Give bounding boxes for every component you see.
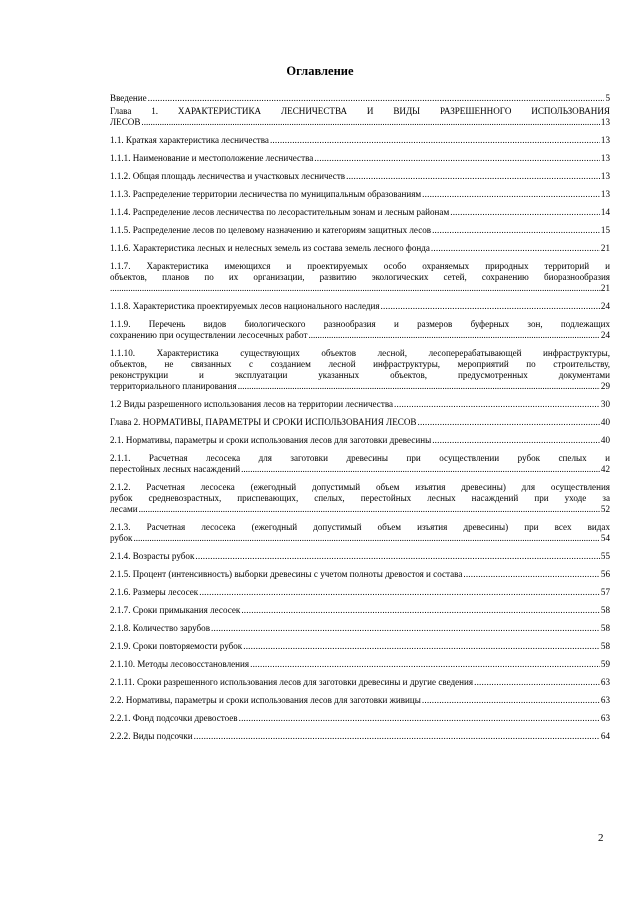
toc-entry-page: 21 — [600, 283, 610, 293]
toc-entry-1-1-5[interactable] — [110, 225, 610, 236]
toc-entry-page: 58 — [600, 623, 610, 633]
toc-entry-1-1-6[interactable] — [110, 243, 610, 254]
dot-leader — [110, 283, 601, 294]
dot-leader — [381, 301, 600, 312]
dot-leader — [417, 417, 599, 428]
toc-entry-2-1-8[interactable] — [110, 623, 610, 634]
toc-entry-page: 40 — [600, 417, 610, 427]
toc-entry-title: 1.1.1. Наименование и местоположение лесничества — [110, 153, 314, 163]
toc-entry-2-1-7[interactable] — [110, 605, 610, 616]
toc-entry-title-end: рубок — [110, 533, 133, 543]
toc-entry-title-end: лесами — [110, 504, 138, 514]
toc-entry-title: 1.1.4. Распределение лесов лесничества по лесорастительным зонам и лесным районам — [110, 207, 450, 217]
dot-leader — [241, 464, 600, 475]
toc-entry-title: 2.2. Нормативы, параметры и сроки использования лесов для заготовки живицы — [110, 695, 421, 705]
toc-entry-1-1-7[interactable] — [110, 261, 610, 294]
toc-entry-title: 2.1.3. Расчетная лесосека (ежегодный допустимый объем изъятия древесины) при всех видах — [110, 522, 610, 532]
dot-leader — [422, 695, 600, 706]
dot-leader — [432, 225, 600, 236]
toc-entry-title: Введение — [110, 93, 147, 103]
toc-entry-title: Глава 2. НОРМАТИВЫ, ПАРАМЕТРЫ И СРОКИ ИСПОЛЬЗОВАНИЯ ЛЕСОВ — [110, 417, 417, 427]
dot-leader — [238, 381, 600, 392]
toc-entry-title-cont: реконструкции и эксплуатации указанных объектов, предусмотренных документами — [110, 370, 610, 380]
toc-entry-page: 29 — [600, 381, 610, 391]
dot-leader — [270, 135, 600, 146]
dot-leader — [346, 171, 600, 182]
dot-leader — [243, 641, 600, 652]
dot-leader — [148, 93, 605, 104]
toc-entry-page: 63 — [600, 695, 610, 705]
toc-entry-1-1-3[interactable] — [110, 189, 610, 200]
toc-entry-page: 21 — [600, 243, 610, 253]
toc-entry-page: 13 — [600, 189, 610, 199]
toc-entry-title: 2.1.8. Количество зарубов — [110, 623, 211, 633]
table-of-contents — [110, 93, 610, 742]
toc-entry-introduction[interactable] — [110, 93, 610, 104]
toc-entry-page: 14 — [600, 207, 610, 217]
toc-entry-title: 2.2.2. Виды подсочки — [110, 731, 193, 741]
toc-entry-title: 1.1.2. Общая площадь лесничества и участковых лесничеств — [110, 171, 346, 181]
toc-entry-title-end: территориального планирования — [110, 381, 237, 391]
page-number: 2 — [598, 832, 604, 844]
toc-entry-title: 1.2 Виды разрешенного использования лесов на территории лесничества — [110, 399, 394, 409]
toc-entry-title: 1.1.9. Перечень видов биологического разнообразия и размеров буферных зон, подлежащих — [110, 319, 610, 329]
dot-leader — [211, 623, 600, 634]
toc-entry-2-1-11[interactable] — [110, 677, 610, 688]
toc-entry-1-1-10[interactable] — [110, 348, 610, 392]
toc-entry-1-1-8[interactable] — [110, 301, 610, 312]
toc-entry-page: 54 — [600, 533, 610, 543]
toc-entry-title: 1.1.10. Характеристика существующих объектов лесной, лесоперерабатывающей инфраструктуры, — [110, 348, 610, 358]
toc-entry-page: 13 — [600, 171, 610, 181]
toc-entry-2-1-9[interactable] — [110, 641, 610, 652]
dot-leader — [314, 153, 600, 164]
toc-entry-title: 1.1. Краткая характеристика лесничества — [110, 135, 269, 145]
toc-entry-page: 5 — [605, 93, 610, 103]
toc-entry-title: 2.1. Нормативы, параметры и сроки использования лесов для заготовки древесины — [110, 435, 432, 445]
dot-leader — [194, 731, 600, 742]
toc-entry-page: 40 — [600, 435, 610, 445]
toc-entry-page: 58 — [600, 605, 610, 615]
toc-entry-page: 42 — [600, 464, 610, 474]
toc-entry-title: 2.1.4. Возрасты рубок — [110, 551, 195, 561]
toc-entry-title: 2.1.10. Методы лесовосстановления — [110, 659, 250, 669]
toc-entry-2-1-2[interactable] — [110, 482, 610, 515]
toc-entry-2-2[interactable] — [110, 695, 610, 706]
toc-entry-chapter-2[interactable] — [110, 417, 610, 428]
toc-entry-title-end: перестойных лесных насаждений — [110, 464, 241, 474]
toc-entry-title: 2.1.2. Расчетная лесосека (ежегодный допустимый объем изъятия древесины) для осуществления — [110, 482, 610, 492]
toc-entry-2-1-4[interactable] — [110, 551, 610, 562]
toc-entry-page: 56 — [600, 569, 610, 579]
toc-entry-title: 2.1.6. Размеры лесосек — [110, 587, 199, 597]
dot-leader — [141, 117, 599, 128]
toc-entry-title: 1.1.3. Распределение территории лесничества по муниципальным образованиям — [110, 189, 422, 199]
dot-leader — [139, 504, 600, 515]
dot-leader — [250, 659, 600, 670]
toc-entry-1-1-2[interactable] — [110, 171, 610, 182]
toc-entry-2-1-1[interactable] — [110, 453, 610, 475]
dot-leader — [422, 189, 600, 200]
toc-entry-2-1-3[interactable] — [110, 522, 610, 544]
toc-entry-chapter-1[interactable] — [110, 106, 610, 128]
toc-entry-title-end: сохранению при осуществлении лесосечных работ — [110, 330, 308, 340]
toc-entry-2-1-5[interactable] — [110, 569, 610, 580]
toc-entry-2-1[interactable] — [110, 435, 610, 446]
toc-entry-title: Глава 1. ХАРАКТЕРИСТИКА ЛЕСНИЧЕСТВА И ВИДЫ РАЗРЕШЕННОГО ИСПОЛЬЗОВАНИЯ — [110, 106, 610, 116]
dot-leader — [241, 605, 600, 616]
toc-entry-page: 15 — [600, 225, 610, 235]
toc-entry-page: 13 — [600, 135, 610, 145]
toc-entry-page: 52 — [600, 504, 610, 514]
toc-entry-page: 57 — [600, 587, 610, 597]
toc-entry-2-1-6[interactable] — [110, 587, 610, 598]
dot-leader — [239, 713, 600, 724]
dot-leader — [432, 435, 600, 446]
toc-entry-page: 63 — [600, 677, 610, 687]
toc-entry-page: 63 — [600, 713, 610, 723]
toc-entry-1-1[interactable] — [110, 135, 610, 146]
toc-entry-2-2-2[interactable] — [110, 731, 610, 742]
toc-entry-1-1-4[interactable] — [110, 207, 610, 218]
toc-entry-page: 55 — [600, 551, 610, 561]
toc-entry-title: 2.1.9. Сроки повторяемости рубок — [110, 641, 243, 651]
toc-entry-title-end: ЛЕСОВ — [110, 117, 141, 127]
toc-entry-page: 13 — [600, 117, 610, 127]
toc-entry-page: 24 — [600, 330, 610, 340]
toc-entry-title: 2.1.7. Сроки примыкания лесосек — [110, 605, 241, 615]
toc-entry-page: 59 — [600, 659, 610, 669]
toc-entry-1-1-1[interactable] — [110, 153, 610, 164]
toc-entry-2-2-1[interactable] — [110, 713, 610, 724]
dot-leader — [474, 677, 600, 688]
dot-leader — [394, 399, 600, 410]
toc-entry-title-cont: объектов, планов по их организации, развитию экологических сетей, сохранению биоразнообразия — [110, 272, 610, 282]
dot-leader — [308, 330, 599, 341]
toc-entry-1-2[interactable] — [110, 399, 610, 410]
toc-entry-page: 24 — [600, 301, 610, 311]
dot-leader — [199, 587, 600, 598]
toc-entry-2-1-10[interactable] — [110, 659, 610, 670]
dot-leader — [195, 551, 600, 562]
dot-leader — [463, 569, 600, 580]
dot-leader — [133, 533, 599, 544]
toc-entry-title-cont: рубок средневозрастных, приспевающих, спелых, перестойных лесных насаждений при уходе за — [110, 493, 610, 503]
toc-entry-page: 64 — [600, 731, 610, 741]
toc-entry-page: 58 — [600, 641, 610, 651]
toc-entry-title: 2.1.1. Расчетная лесосека для заготовки древесины при осуществлении рубок спелых и — [110, 453, 610, 463]
toc-entry-title: 1.1.6. Характеристика лесных и нелесных земель из состава земель лесного фонда — [110, 243, 430, 253]
toc-entry-title: 1.1.8. Характеристика проектируемых лесов национального наследия — [110, 301, 380, 311]
toc-entry-title: 1.1.7. Характеристика имеющихся и проектируемых особо охраняемых природных территорий и — [110, 261, 610, 271]
toc-entry-title: 2.1.11. Сроки разрешенного использования лесов для заготовки древесины и другие сведения — [110, 677, 474, 687]
toc-entry-page: 30 — [600, 399, 610, 409]
dot-leader — [431, 243, 600, 254]
toc-entry-1-1-9[interactable] — [110, 319, 610, 341]
toc-entry-title-cont: объектов, не связанных с созданием лесной инфраструктуры, мероприятий по строительству, — [110, 359, 610, 369]
toc-entry-page: 13 — [600, 153, 610, 163]
toc-entry-title: 1.1.5. Распределение лесов по целевому назначению и категориям защитных лесов — [110, 225, 432, 235]
page-title: Оглавление — [286, 64, 354, 78]
dot-leader — [450, 207, 600, 218]
toc-entry-title: 2.1.5. Процент (интенсивность) выборки древесины с учетом полноты древостоя и состава — [110, 569, 463, 579]
toc-entry-title: 2.2.1. Фонд подсочки древостоев — [110, 713, 238, 723]
